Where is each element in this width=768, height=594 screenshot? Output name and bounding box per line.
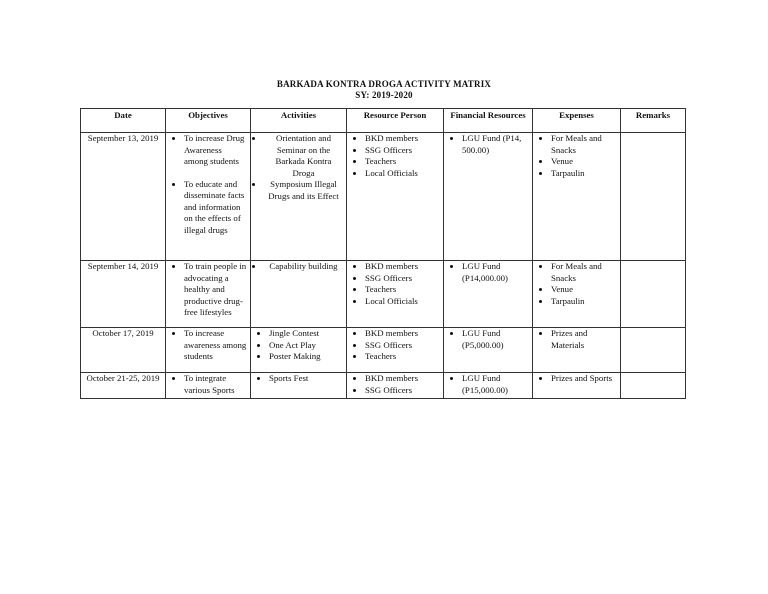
list-item: • To increase awareness among students	[184, 328, 247, 363]
activities-cell	[251, 328, 347, 373]
list-item: • LGU Fund (P14, 500.00)	[462, 133, 529, 156]
title-line-1: BARKADA KONTRA DROGA ACTIVITY MATRIX	[276, 79, 492, 89]
financial-resources-cell	[444, 133, 533, 261]
list-item: • Tarpaulin	[551, 296, 617, 308]
list-item: • Symposium Illegal Drugs and its Effect	[264, 179, 343, 202]
resource-person-cell	[347, 133, 444, 261]
header-activities: Activities	[251, 109, 347, 133]
header-remarks: Remarks	[621, 109, 686, 133]
list-item: • BKD members	[365, 373, 440, 385]
list-item: • Prizes and Sports	[551, 373, 617, 385]
table-row	[81, 373, 686, 399]
expenses-cell	[533, 373, 621, 399]
list-item: • For Meals and Snacks	[551, 133, 617, 156]
list-item: • BKD members	[365, 133, 440, 145]
financial-resources-cell	[444, 328, 533, 373]
list-item: • Orientation and Seminar on the Barkada Kontra Droga	[264, 133, 343, 179]
list-item: • LGU Fund (P15,000.00)	[462, 373, 529, 396]
header-financial-resources: Financial Resources	[444, 109, 533, 133]
resource-person-cell	[347, 328, 444, 373]
table-row	[81, 261, 686, 328]
list-item: • One Act Play	[269, 340, 343, 352]
table-row	[81, 328, 686, 373]
financial-resources-cell	[444, 261, 533, 328]
resource-person-cell	[347, 261, 444, 328]
header-row	[81, 109, 686, 133]
date-cell: October 21-25, 2019	[81, 373, 166, 399]
list-item: • SSG Officers	[365, 273, 440, 285]
list-item: • Capability building	[264, 261, 343, 273]
resource-person-cell	[347, 373, 444, 399]
table-row	[81, 133, 686, 261]
list-item: • Teachers	[365, 284, 440, 296]
remarks-cell	[621, 373, 686, 399]
date-cell: September 13, 2019	[81, 133, 166, 261]
list-item: • Jingle Contest	[269, 328, 343, 340]
list-item: • BKD members	[365, 328, 440, 340]
title-line-2: SY: 2019-2020	[355, 90, 413, 100]
date-cell: October 17, 2019	[81, 328, 166, 373]
header-date: Date	[81, 109, 166, 133]
list-item: • SSG Officers	[365, 145, 440, 157]
financial-resources-cell	[444, 373, 533, 399]
list-item: • Venue	[551, 156, 617, 168]
list-item: • For Meals and Snacks	[551, 261, 617, 284]
list-item: • BKD members	[365, 261, 440, 273]
expenses-cell	[533, 133, 621, 261]
objectives-cell	[166, 133, 251, 261]
remarks-cell	[621, 328, 686, 373]
list-item: • Teachers	[365, 156, 440, 168]
remarks-cell	[621, 261, 686, 328]
date-cell: September 14, 2019	[81, 261, 166, 328]
remarks-cell	[621, 133, 686, 261]
header-objectives: Objectives	[166, 109, 251, 133]
list-item: • Poster Making	[269, 351, 343, 363]
header-expenses: Expenses	[533, 109, 621, 133]
list-item: • SSG Officers	[365, 385, 440, 397]
list-item: • SSG Officers	[365, 340, 440, 352]
list-item: • To educate and disseminate facts and information on the effects of illegal drugs	[184, 179, 247, 237]
list-item: • Venue	[551, 284, 617, 296]
list-item: • Teachers	[365, 351, 440, 363]
activities-cell	[251, 261, 347, 328]
activities-cell	[251, 133, 347, 261]
list-item: • To train people in advocating a healthy and productive drug-free lifestyles	[184, 261, 247, 319]
list-item: • Prizes and Materials	[551, 328, 617, 351]
objectives-cell	[166, 261, 251, 328]
list-item: • LGU Fund (P5,000.00)	[462, 328, 529, 351]
activities-cell	[251, 373, 347, 399]
expenses-cell	[533, 328, 621, 373]
objectives-cell	[166, 328, 251, 373]
list-item: • Sports Fest	[269, 373, 343, 385]
list-item: • LGU Fund (P14,000.00)	[462, 261, 529, 284]
list-item: • Local Officials	[365, 296, 440, 308]
list-item: • Local Officials	[365, 168, 440, 180]
list-item: • To integrate various Sports	[184, 373, 247, 396]
document-title	[0, 79, 768, 101]
header-resource-person: Resource Person	[347, 109, 444, 133]
activity-matrix-table	[80, 108, 686, 399]
list-item: • To increase Drug Awareness among students	[184, 133, 247, 168]
list-item: • Tarpaulin	[551, 168, 617, 180]
expenses-cell	[533, 261, 621, 328]
objectives-cell	[166, 373, 251, 399]
